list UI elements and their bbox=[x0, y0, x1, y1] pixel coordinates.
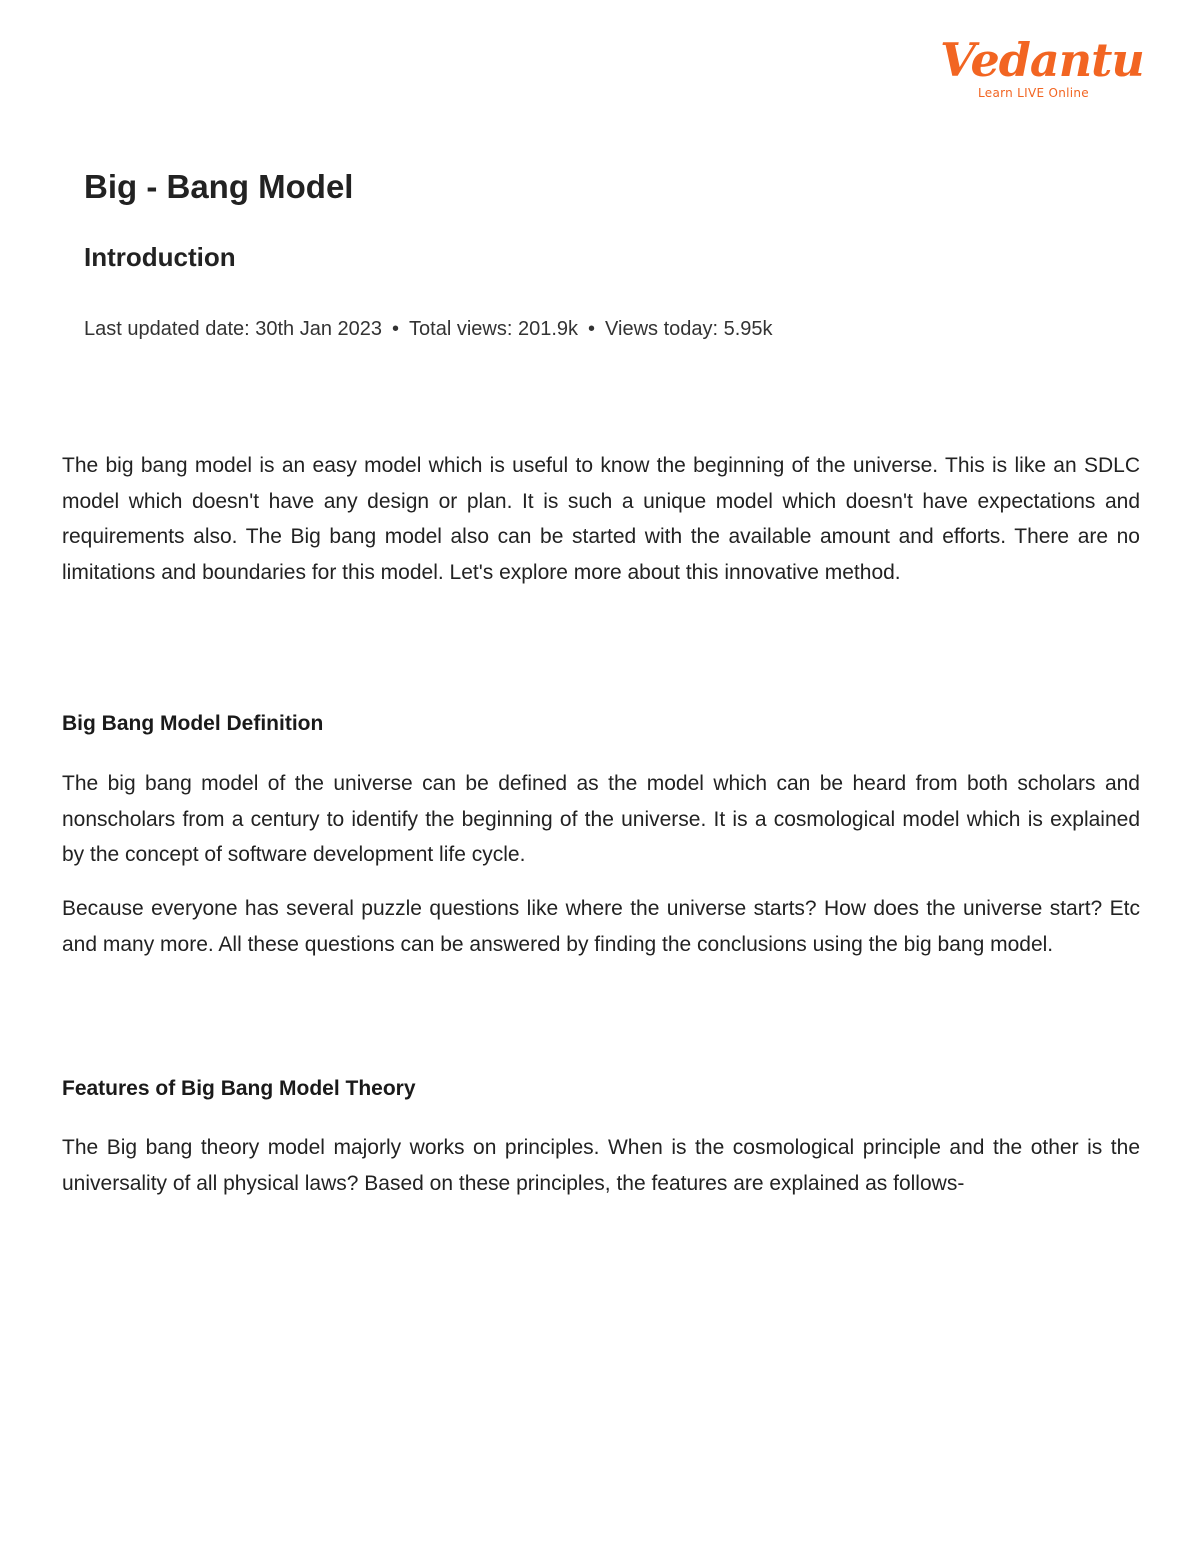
views-today: Views today: 5.95k bbox=[605, 318, 773, 340]
section-paragraph: Because everyone has several puzzle questions like where the universe starts? How does the universe start? Etc and many more. All these questions can be answered by finding the conclusions using the big bang model. bbox=[62, 897, 1140, 956]
page-subtitle: Introduction bbox=[84, 242, 236, 272]
total-views: Total views: 201.9k bbox=[409, 318, 579, 340]
vedantu-logo bbox=[940, 30, 1144, 110]
page-title: Big - Bang Model bbox=[84, 168, 354, 205]
logo-tagline: Learn LIVE Online bbox=[978, 86, 1089, 100]
intro-paragraph: The big bang model is an easy model which is useful to know the beginning of the universe. This is like an SDLC model which doesn't have any design or plan. It is such a unique model which doesn't have expectations and requirements also. The Big bang model also can be started with the available amount and efforts. There are no limitations and boundaries for this model. Let's explore more about this innovative method. bbox=[62, 454, 1140, 584]
definition-section bbox=[62, 712, 1140, 736]
section-heading: Features of Big Bang Model Theory bbox=[62, 1077, 416, 1100]
section-paragraph: The Big bang theory model majorly works on principles. When is the cosmological principle and the other is the universality of all physical laws? Based on these principles, the features are explained as follows- bbox=[62, 1136, 1140, 1195]
definition-paragraph-block bbox=[62, 766, 1140, 873]
article-meta bbox=[84, 318, 773, 341]
logo-wordmark: Vedantu bbox=[940, 33, 1144, 87]
features-section bbox=[62, 1077, 1140, 1101]
features-paragraph-block bbox=[62, 1130, 1140, 1201]
section-heading: Big Bang Model Definition bbox=[62, 712, 324, 735]
meta-separator: • bbox=[392, 318, 400, 340]
meta-separator: • bbox=[588, 318, 596, 340]
intro-block bbox=[62, 448, 1140, 590]
definition-paragraph-block-2 bbox=[62, 891, 1140, 962]
section-paragraph: The big bang model of the universe can be defined as the model which can be heard from both scholars and nonscholars from a century to identify the beginning of the universe. It is a cosmological model which is explained by the concept of software development life cycle. bbox=[62, 772, 1140, 866]
last-updated: Last updated date: 30th Jan 2023 bbox=[84, 318, 383, 340]
